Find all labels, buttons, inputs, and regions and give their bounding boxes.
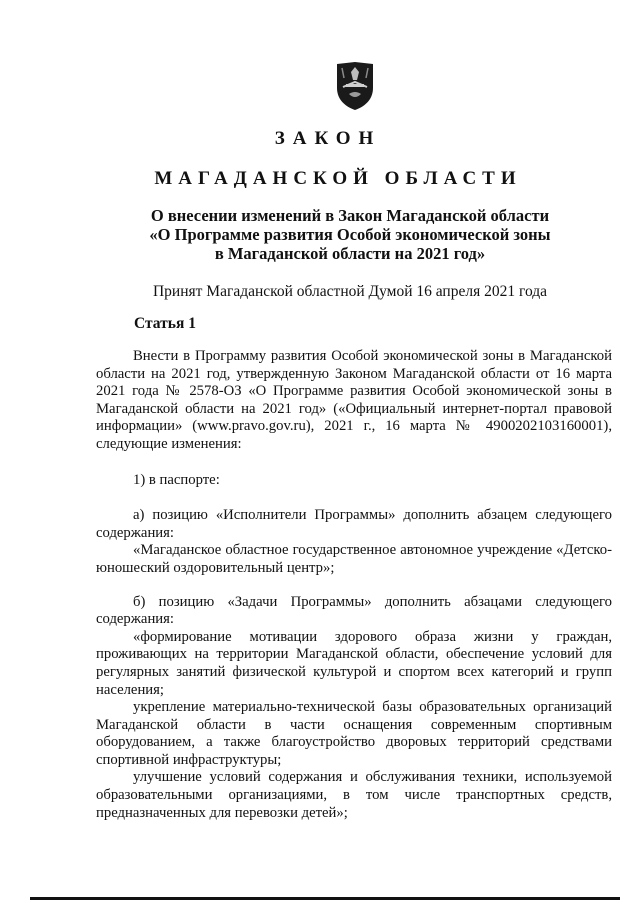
paragraph: «Магаданское областное государственное автономное учреждение «Детско-юношеский оздоровительный центр»;: [96, 542, 612, 576]
law-subject-line: О внесении изменений в Закон Магаданской области: [150, 206, 550, 225]
coat-of-arms-emblem: [333, 58, 377, 112]
article-heading: Статья 1: [134, 315, 196, 332]
adoption-note: Принят Магаданской областной Думой 16 апреля 2021 года: [152, 283, 548, 300]
paragraph: а) позицию «Исполнители Программы» дополнить абзацем следующего содержания:: [96, 507, 612, 541]
law-subject: [110, 206, 590, 263]
paragraph: 1) в паспорте:: [133, 471, 220, 488]
paragraph: «формирование мотивации здорового образа жизни у граждан, проживающих на территории Магаданской области, обеспечение условий для регулярных занятий физической культурой и спортом всех категорий и групп населения;: [96, 628, 612, 698]
article-body: [96, 348, 612, 822]
bottom-rule: [30, 897, 620, 900]
law-subject-line: «О Программе развития Особой экономической зоны: [149, 225, 551, 244]
paragraph: укрепление материально-технической базы образовательных организаций Магаданской области в части оснащения современным спортивным оборудованием, а также благоустройство дворовых территорий средствами спортивной инфраструктуры;: [96, 699, 612, 768]
document-type-title: ЗАКОН: [274, 128, 382, 149]
law-subject-line: в Магаданской области на 2021 год»: [214, 244, 486, 263]
region-title: МАГАДАНСКОЙ ОБЛАСТИ: [154, 168, 522, 189]
paragraph: Внести в Программу развития Особой экономической зоны в Магаданской области на 2021 год, утвержденную Законом Магаданской области от 16 марта 2021 года № 2578-ОЗ «О Программе развития Особой экономической зоны в Магаданской области на 2021 год» («Официальный интернет-портал правовой информации» (www.pravo.gov.ru), 2021 г., 16 марта № 4900202103160001), следующие изменения:: [96, 348, 612, 452]
paragraph: улучшение условий содержания и обслуживания техники, используемой образовательными организациями, в том числе транспортных средств, предназначенных для перевозки детей»;: [96, 769, 612, 821]
paragraph: б) позицию «Задачи Программы» дополнить абзацами следующего содержания:: [96, 593, 612, 628]
